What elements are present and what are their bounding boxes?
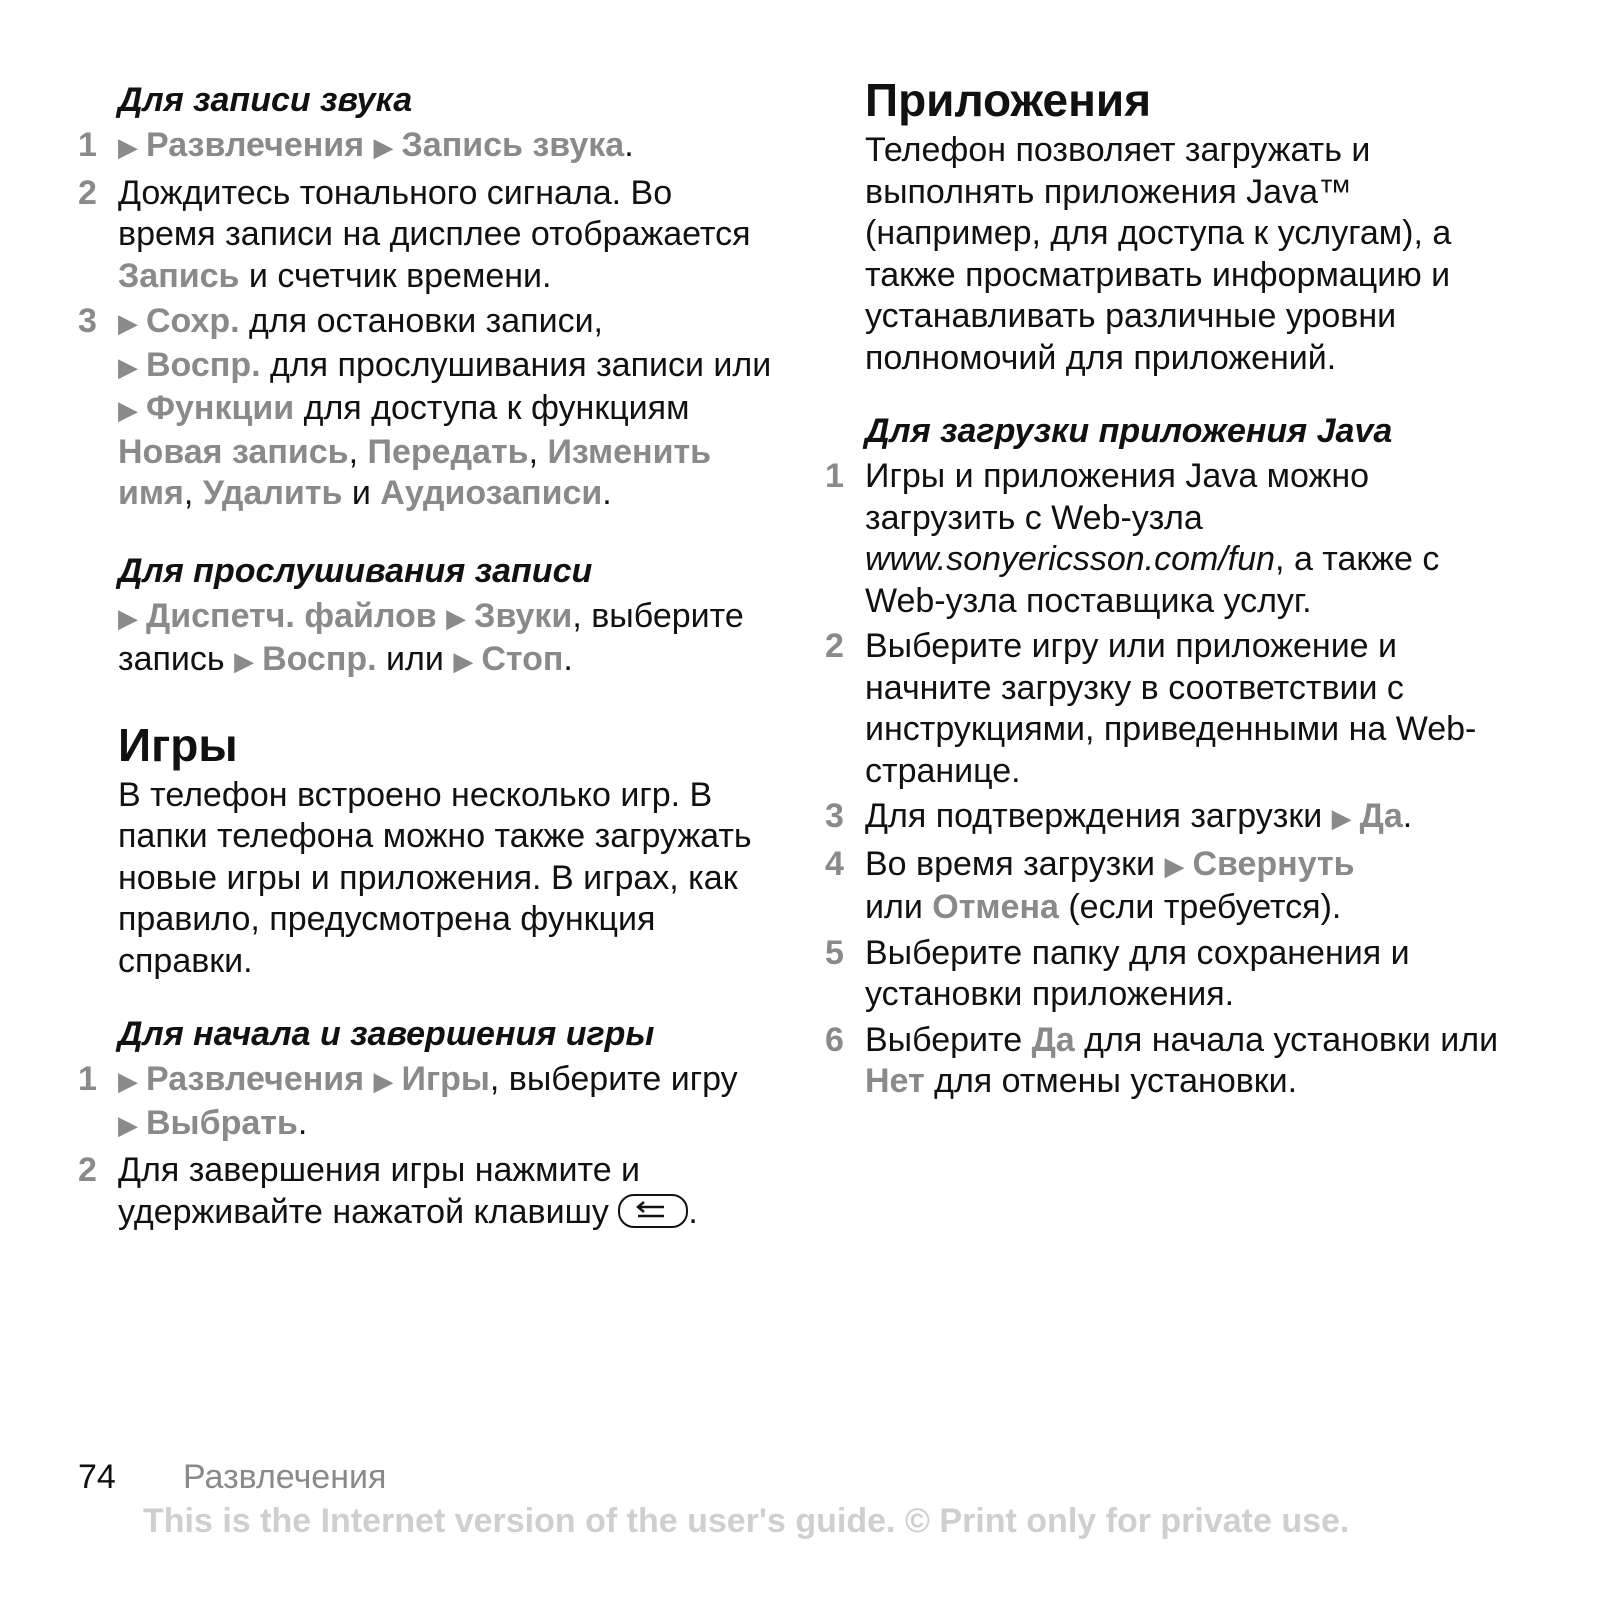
apps-text: Телефон позволяет загружать и выполнять приложения Java™ (например, для доступа к услугам), а также просматривать информацию и устанавливать различные уровни полномочий для приложений. [865,131,1452,377]
arrow-right-icon: ▶ [118,395,138,425]
arrow-right-icon: ▶ [118,1109,138,1140]
apps-title: Приложения [865,74,1152,126]
list-item: 1 Игры и приложения Java можно загрузить с Web-узла www.sonyericsson.com/fun, а также с Web-узла поставщика услуг. [825,457,1440,620]
arrow-right-icon: ▶ [234,646,255,676]
list-item: 2 Для завершения игры нажмите и удерживайте нажатой клавишу . [78,1151,698,1231]
list-item: 2 Выберите игру или приложение и начните загрузку в соответствии с инструкциями, приведенными на Web-странице. [825,627,1477,790]
section-name: Развлечения [183,1458,387,1496]
list-item: 1 ▶ Развлечения ▶ Игры, выберите игру ▶ Выбрать. [78,1060,738,1142]
page-number: 74 [78,1458,116,1496]
arrow-right-icon: ▶ [118,351,138,382]
back-key-icon [618,1194,688,1228]
games-text: В телефон встроено несколько игр. В папки телефона можно также загружать новые игры и приложения. В играх, как правило, предусмотрена функция справки. [118,775,752,980]
arrow-right-icon: ▶ [118,308,138,338]
game-start-steps [78,1059,778,1233]
java-heading: Для загрузки приложения Java [865,412,1393,450]
list-item: 5 Выберите папку для сохранения и установки приложения. [825,933,1410,1013]
java-steps [825,456,1525,1103]
arrow-right-icon: ▶ [373,1066,394,1096]
games-title: Игры [118,718,238,771]
playback-heading: Для прослушивания записи [118,551,593,590]
arrow-right-icon: ▶ [1331,803,1352,833]
list-item: 3 Для подтверждения загрузки ▶ Да. [825,797,1413,835]
arrow-right-icon: ▶ [118,132,138,162]
right-column [825,70,1525,1107]
arrow-right-icon: ▶ [373,132,394,162]
arrow-right-icon: ▶ [118,1066,138,1096]
left-column [78,70,778,1237]
list-item: 1 ▶ Развлечения ▶ Запись звука. [78,126,634,164]
list-item: 6 Выберите Да для начала установки или Нет для отмены установки. [825,1020,1499,1100]
arrow-right-icon: ▶ [446,602,467,633]
arrow-right-icon: ▶ [1164,850,1185,881]
arrow-right-icon: ▶ [118,602,138,633]
list-item: 4 Во время загрузки ▶ Свернуть или Отмена (если требуется). [825,844,1355,926]
playback-text: ▶ Диспетч. файлов ▶ Звуки, выберите запись ▶ Воспр. или ▶ Стоп. [118,596,744,678]
list-item: 3 ▶ Сохр. для остановки записи, ▶ Воспр. для прослушивания записи или ▶ Функции для доступа к функциям Новая запись, Передать, Изменить имя, Удалить и Аудиозаписи. [78,302,772,512]
sound-rec-heading: Для записи звука [118,81,413,119]
sound-rec-steps [78,125,778,515]
game-start-heading: Для начала и завершения игры [118,1015,655,1053]
list-item: 2 Дождитесь тонального сигнала. Во время записи на дисплее отображается Запись и счетчик времени. [78,173,751,295]
url-text: www.sonyericsson.com/fun [865,540,1276,578]
arrow-right-icon: ▶ [453,646,474,676]
copyright-note: This is the Internet version of the user's guide. © Print only for private use. [143,1502,1350,1540]
